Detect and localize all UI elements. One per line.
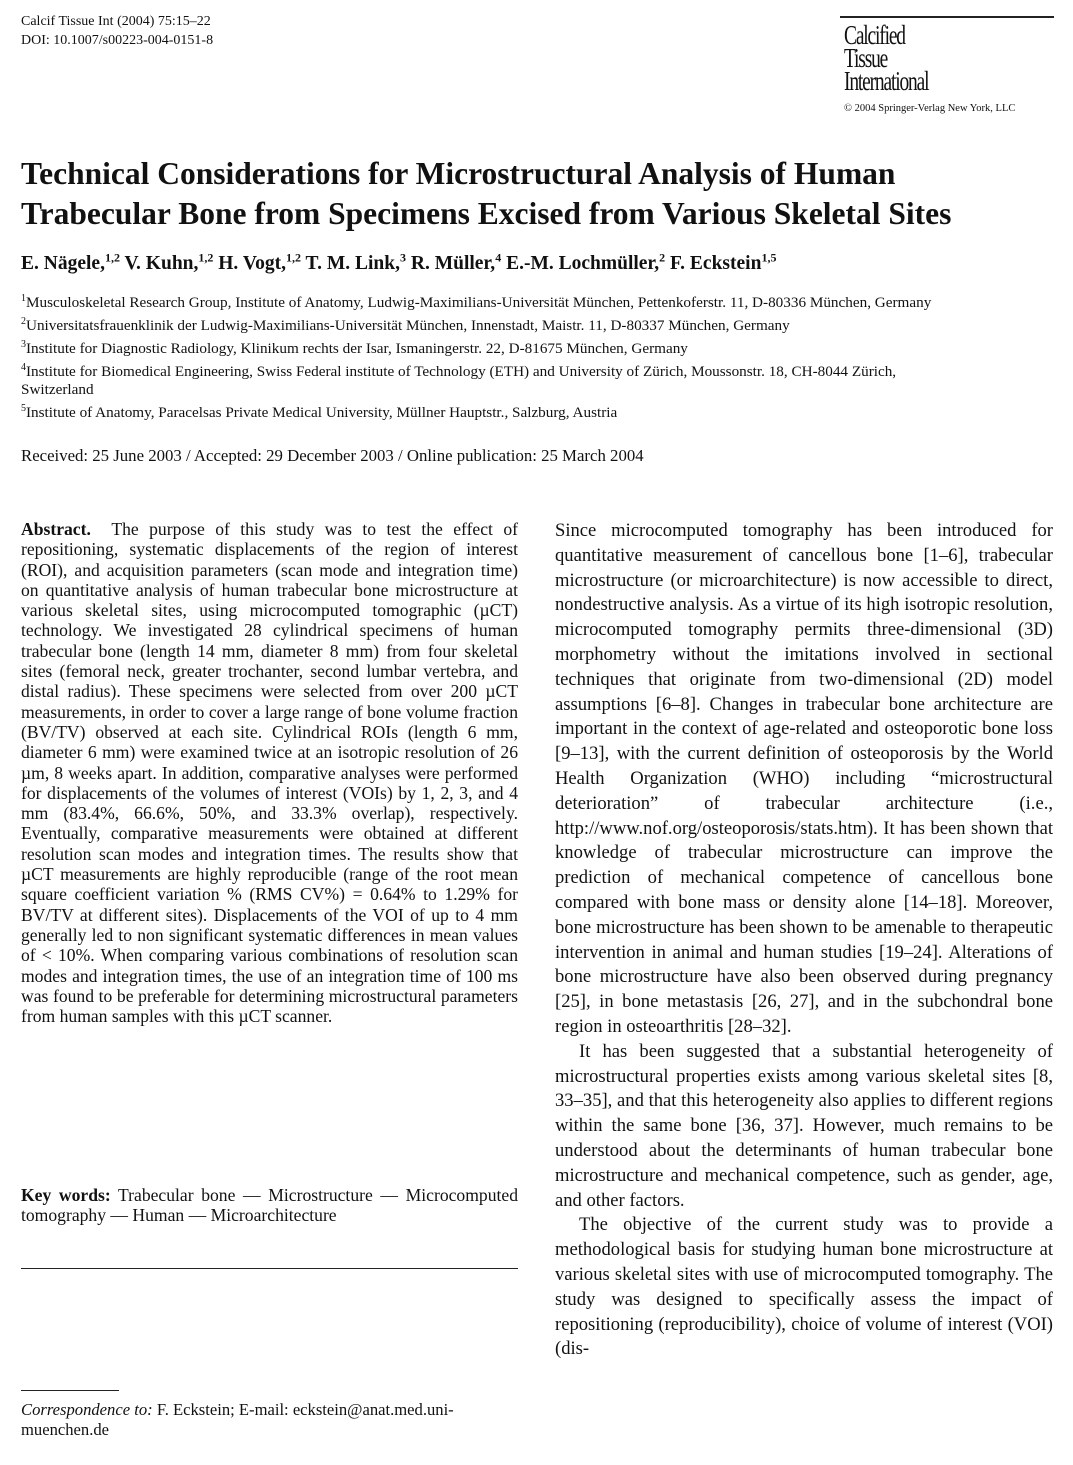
doi: DOI: 10.1007/s00223-004-0151-8 (21, 33, 214, 48)
author-list (21, 250, 776, 275)
body-paragraph: The objective of the current study was to provide a methodological basis for studying human bone microstructure at various skeletal sites with use of microcomputed tomography. The study was designed to specifically assess the impact of repositioning (reproducibility), choice of volume of interest (VOI) (dis- (555, 1214, 1053, 1360)
paper-title: Technical Considerations for Microstructural Analysis of Human Trabecular Bone from Specimens Excised from Various Skeletal Sites (21, 156, 952, 231)
logo-line-2: Tissue (844, 43, 888, 73)
body-paragraph: It has been suggested that a substantial heterogeneity of microstructural properties exists among various skeletal sites [8, 33–35], and that this heterogeneity also applies to different regions within the same bone [36, 37]. However, much remains to be understood about the determinants of human trabecular bone microstructure and mechanical competence, such as gender, age, and other factors. (555, 1040, 1053, 1211)
affiliation: $^3$Institute for Diagnostic Radiology, Klinikum rechts der Isar, Ismaningerstr. 22, D-81675 München, Germany (21, 338, 688, 357)
author: T. M. Link,$^3$ (305, 250, 406, 274)
keywords-text: Trabecular bone — Microstructure — Microcomputed tomography — Human — Microarchitecture (21, 1185, 518, 1226)
publication-dates: Received: 25 June 2003 / Accepted: 29 December 2003 / Online publication: 25 March 2004 (21, 446, 644, 465)
affiliation: $^4$Institute for Biomedical Engineering, Swiss Federal institute of Technology (ETH) and University of Zürich, Moussonstr. 18, CH-8044 Zürich, Switzerland (21, 361, 897, 399)
footnote-rule (21, 1390, 119, 1391)
affiliation: $^2$Universitatsfrauenklinik der Ludwig-Maximilians-Universität München, Innenstadt, Maistr. 11, D-80337 München, Germany (21, 315, 790, 334)
author: E.-M. Lochmüller,$^2$ (506, 250, 666, 274)
journal-logo (844, 20, 1054, 114)
affiliation: $^5$Institute of Anatomy, Paracelsas Private Medical University, Müllner Hauptstr., Salzburg, Austria (21, 403, 618, 422)
logo-copyright: © 2004 Springer-Verlag New York, LLC (844, 103, 1016, 114)
abstract (21, 519, 518, 1026)
correspondence (21, 1400, 521, 1440)
author: V. Kuhn,$^{1,2}$ (124, 250, 214, 274)
keywords (21, 1185, 518, 1226)
logo-line-1: Calcified (844, 20, 905, 50)
author: H. Vogt,$^{1,2}$ (218, 250, 301, 274)
body-paragraph: Since microcomputed tomography has been introduced for quantitative measurement of cancellous bone [1–6], trabecular microstructure (or microarchitecture) is now accessible to direct, nondestructive analysis. As a virtue of its high isotropic resolution, microcomputed tomography permits three-dimensional (3D) morphometry without the imitations involved in sectional techniques that originate from two-dimensional (2D) model assumptions [6–8]. Changes in trabecular bone architecture are important in the context of age-related and osteoporotic bone loss [9–13], with the current definition of osteoporosis by the World Health Organization (WHO) including “microstructural deterioration” of trabecular architecture (i.e., http://www.nof.org/osteoporosis/stats.htm). It has been shown that knowledge of trabecular microstructure can improve the prediction of mechanical competence of cancellous bone compared with bone mass or density alone [14–18]. Moreover, bone microstructure has been shown to be amenable to therapeutic intervention in animal and human studies [19–24]. Alterations of bone microstructure have also been observed during pregnancy [25], in bone metastasis [26, 27], and in the subchondral bone region in osteoarthritis [28–32]. (555, 520, 1053, 1037)
logo-top-rule (840, 16, 1054, 18)
author: F. Eckstein$^{1,5}$ (670, 250, 777, 274)
correspondence-text: F. Eckstein; E-mail: eckstein@anat.med.uni-muenchen.de (21, 1400, 454, 1439)
body-text (555, 519, 1053, 1362)
author: R. Müller,$^4$ (410, 250, 502, 274)
abstract-text: The purpose of this study was to test the effect of repositioning, systematic displacements of the region of interest (ROI), and acquisition parameters (scan mode and integration time) on quantitative analysis of human trabecular bone microstructure at various skeletal sites, using microcomputed tomographic (µCT) technology. We investigated 28 cylindrical specimens of human trabecular bone (length 14 mm, diameter 8 mm) from four skeletal sites (femoral neck, greater trochanter, second lumbar vertebra, and distal radius). These specimens were selected from over 200 µCT measurements, in order to cover a large range of bone volume fraction (BV/TV) observed at each site. Cylindrical ROIs (length 6 mm, diameter 6 mm) were examined twice at an isotropic resolution of 26 µm, 8 weeks apart. In addition, comparative analyses were performed for displacements of the volumes of interest (VOIs) by 1, 2, 3, and 4 mm (83.4%, 66.6%, 50%, and 33.3% overlap), respectively. Eventually, comparative measurements were obtained at different resolution scan modes and integration times. The results show that µCT measurements are highly reproducible (range of the root mean square coefficient variation % (RMS CV%) = 0.64% to 1.29% for BV/TV at different sites). Displacements of the VOI of up to 4 mm generally led to non significant systematic differences in mean values of < 10%. When comparing various combinations of resolution scan modes and integration times, the use of an integration time of 100 ms was found to be preferable for determining microstructural parameters from human samples with this µCT scanner. (21, 519, 518, 1027)
author: E. Nägele,$^{1,2}$ (21, 250, 120, 274)
affiliations (21, 290, 1061, 423)
keywords-label: Key words: (21, 1185, 111, 1205)
journal-citation: Calcif Tissue Int (2004) 75:15–22 (21, 14, 211, 29)
abstract-rule (21, 1268, 518, 1269)
logo-line-3: International (844, 66, 929, 96)
correspondence-label: Correspondence to: (21, 1400, 153, 1419)
abstract-label: Abstract. (21, 519, 91, 539)
citation-header (21, 12, 213, 50)
affiliation: $^1$Musculoskeletal Research Group, Institute of Anatomy, Ludwig-Maximilians-Universität München, Pettenkoferstr. 11, D-80336 München, Germany (21, 293, 932, 312)
